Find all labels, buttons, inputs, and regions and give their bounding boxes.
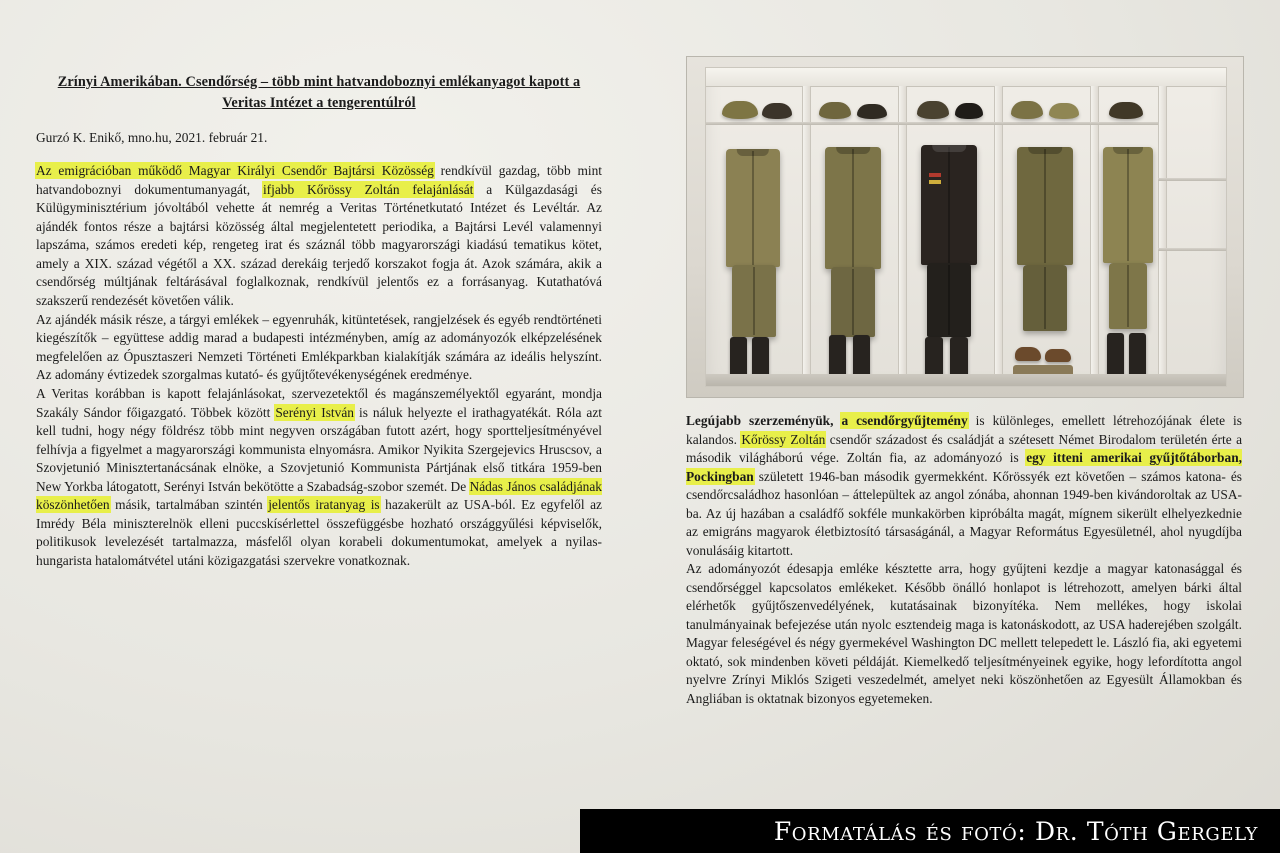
cabinet-top-rail: [706, 68, 1226, 87]
highlighted-text: jelentős iratanyag is: [268, 497, 380, 513]
hat-icon: [722, 101, 758, 119]
text-run: A Veritas korábban is kapott felajánlásokat, szervezetektől és magánszemélyektől egyaránt, mondja Szakály Sándor főigazgató. Többek között: [36, 386, 602, 420]
highlighted-text: egy itteni amerikai gyűjtőtáborban, Pockingban: [686, 450, 1242, 484]
photo-uniform-cabinet: [686, 56, 1244, 398]
credit-bar: [580, 809, 1280, 853]
text-run: is náluk helyezte el irathagyatékát. Róla azt kell tudni, hogy négy földrész több mint negyven országában futott azért, hogy sportteljesítményével felhívja a figyelmet a magyarországi kommunista elnyomásra. Amikor Nyikita Szergejevics Hruscsov, a Szovjetunió Minisztertanácsának elnöke, a Szovjetunió Kommunista Pártjának első titkára 1959-ben New Yorkba látogatott, Serényi István bekötötte a Szabadság-szobor szemét. De: [36, 404, 603, 494]
text-run: rendkívül gazdag, több mint hatvandoboznyi dokumentumanyagát,: [36, 163, 602, 197]
text-run: született 1946-ban második gyermekként. Kőrössyék ezt követően – számos katona- és csendőrcsaládhoz hasonlóan – áttelepültek az angol zónába, ahonnan 1949-ben kivándoroltak az USA-ba. Az új hazában a családfő sokféle munkakörben kipróbálta magát, mígnem sikerült elhelyezkednie az emigráns magyarok életbiztosító társaságánál, a Magyar Református Egyesületnél, ahol nyugdíjba vonulásáig kitartott.: [686, 468, 1242, 558]
uniform-collar: [1028, 147, 1062, 154]
hat-icon: [819, 102, 851, 119]
highlighted-text: a csendőrgyűjtemény: [841, 413, 968, 428]
highlighted-text: Kőrössy Zoltán: [741, 431, 826, 447]
cabinet-bay: [706, 89, 802, 384]
uniform-collar: [836, 147, 870, 154]
right-column: [686, 56, 1242, 708]
medal-ribbon: [929, 173, 941, 177]
cabinet-bay: [1001, 89, 1090, 384]
paragraph: [36, 385, 602, 570]
left-body-text: [36, 162, 602, 570]
hat-icon: [857, 104, 887, 119]
cabinet-floor: [706, 374, 1226, 386]
hat-icon: [1109, 102, 1143, 119]
uniform-trousers: [1109, 263, 1147, 329]
byline: Gurzó K. Enikő, mno.hu, 2021. február 21.: [36, 130, 268, 146]
uniform-item: [726, 149, 780, 267]
uniform-trousers: [1023, 265, 1067, 331]
shoe-item: [1015, 347, 1041, 361]
uniform-trousers: [732, 265, 776, 337]
text-run: a Külgazdasági és Külügyminisztérium jóvoltából vehette át nemrég a Veritas Történetkutató Intézet és Levéltár. Az ajándék fontos része a bajtársi közösség által megjelentetett periodika, a Bajtársi Levél valamennyi lapszáma, számos eredeti kép, rengeteg irat és száznál több magyarországi kiadású tematikus kötet, amely a XIX. század végétől a XX. század derekáig terjedő korszakot fogja át. Azok számára, akik a csendőrség múltjának feltárásával foglalkoznak, rendkívül jelentős ez a forrásanyag. Kutathatóvá szakszerű rendezését követően válik.: [36, 181, 602, 308]
text-run: másik, tartalmában szintén: [109, 497, 269, 513]
text-run: is különleges, emellett létrehozójának élete is kalandos.: [686, 413, 1242, 447]
hat-icon: [955, 103, 983, 119]
uniform-item: [1103, 147, 1153, 263]
highlighted-text: ifjabb Kőrössy Zoltán felajánlását: [262, 181, 474, 197]
highlighted-text: Serényi István: [275, 404, 354, 420]
hat-icon: [762, 103, 792, 119]
text-run: hazakerült az USA-ból. Ez egyfelől az Imrédy Béla miniszterelnök elleni puccskísérlettel összefüggésbe hozható országgyűlési képviselők, politikusok levelezését tartalmazza, másfelől olyan korabeli dokumentumokat, amelyek a nyilas-hungarista hatalomátvétel utáni közigazgatási szervekre vonatkoznak.: [36, 497, 602, 568]
text-run: Legújabb szerzeményük,: [686, 413, 842, 428]
cabinet-bay: [1097, 89, 1158, 384]
hat-icon: [1049, 103, 1079, 119]
uniform-item-dark: [921, 145, 977, 265]
highlighted-text: Az emigrációban működő Magyar Királyi Csendőr Bajtársi Közösség: [36, 163, 434, 179]
paragraph: [686, 412, 1242, 560]
cabinet-bay: [1165, 89, 1224, 384]
shoe-item: [1045, 349, 1071, 362]
cabinet-bay: [809, 89, 898, 384]
hat-icon: [917, 101, 949, 119]
right-body-text: [686, 412, 1242, 708]
display-cabinet: [705, 67, 1227, 387]
left-text-column: [36, 72, 602, 571]
highlighted-text: Nádas János családjának köszönhetően: [36, 478, 602, 513]
page-title: Zrínyi Amerikában. Csendőrség – több mint hatvandoboznyi emlékanyagot kapott a Veritas Intézet a tengerentúlról: [57, 74, 581, 111]
hat-icon: [1011, 101, 1043, 119]
text-run: Az adományozót édesapja emléke késztette arra, hogy gyűjteni kezdje a magyar katonasággal és csendőrséggel kapcsolatos emlékeket. Később önálló honlapot is létrehozott, amelyen bárki által elérhetők gyűjtőszenvedélyének, kutatásainak bizonyítéka. Nem mellékes, hogy iskolai tanulmányainak befejezése után nyolc esztendeig maga is katonáskodott, az USA haderejében szolgált. Magyar feleségével és négy gyermekével Washington DC mellett telepedett le. László fia, aki egyetemi oktató, sok mindenben követi példáját. Kiemelkedő teljesítményeinek egyike, hogy lefordította angol nyelvre Zrínyi Miklós Szigeti veszedelmét, amelyet neki köszönhetően az Egyesült Államokban és Angliában is oktatnak bizonyos egyetemeken.: [686, 561, 1242, 706]
paragraph: [686, 560, 1242, 708]
uniform-trousers: [831, 267, 875, 337]
medal-ribbon: [929, 180, 941, 184]
uniform-collar: [932, 145, 966, 152]
uniform-trousers: [927, 263, 971, 337]
paragraph: [36, 162, 602, 310]
text-run: Az ajándék másik része, a tárgyi emlékek – egyenruhák, kitüntetések, rangjelzések és egyéb rendtörténeti kiegészítők – együttese addig marad a budapesti intézményben, amíg az adományozók elképzelésének megfelelően az Ópusztaszeri Nemzeti Történeti Emlékparkban kialakítják számára az ideális helyszínt. Az adomány évtizedek szorgalmas kutató- és gyűjtőtevékenységének eredménye.: [36, 311, 602, 383]
uniform-collar: [737, 149, 769, 156]
credit-text: Formatálás és fotó: Dr. Tóth Gergely: [773, 816, 1258, 846]
uniform-collar: [1113, 147, 1143, 154]
text-run: csendőr századost és családját a szétesett Német Birodalom területén érte a második világháború vége. Zoltán fia, az adományozó is: [686, 431, 1243, 465]
paragraph: [36, 311, 602, 385]
uniform-item: [1017, 147, 1073, 265]
cabinet-bay: [905, 89, 994, 384]
uniform-item: [825, 147, 881, 269]
